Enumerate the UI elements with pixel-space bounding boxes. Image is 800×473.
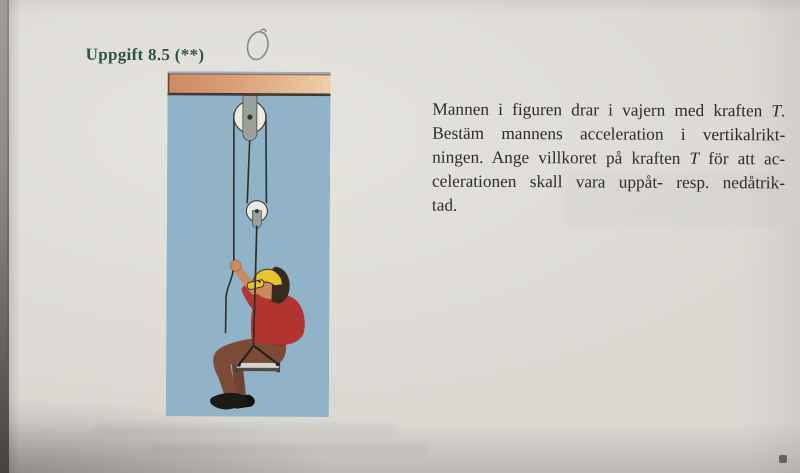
text-line: tad. [431,195,458,215]
photo-left-margin [0,0,7,473]
show-through-smudge [95,424,395,435]
problem-title: Uppgift 8.5 (**) [85,45,205,65]
bosun-seat [236,362,281,372]
gripping-hand [230,260,241,271]
ceiling-beam [167,73,330,96]
pen-mark-oval-icon [240,25,278,65]
text-line: celerationen skall vara uppåt- resp. nedåtrik- [431,171,786,193]
text-line: ningen. Ange villkoret på kraften T för att ac- [432,147,786,169]
show-through-smudge [150,444,430,454]
show-through-smudge [565,172,780,227]
text-line: Mannen i figuren drar i vajern med kraften T. [432,99,786,121]
problem-figure [166,71,331,417]
page-inner-shadow [9,0,20,473]
photo-artifact [779,455,787,463]
text-line: Bestäm mannens acceleration i vertikalrikt- [432,123,786,145]
